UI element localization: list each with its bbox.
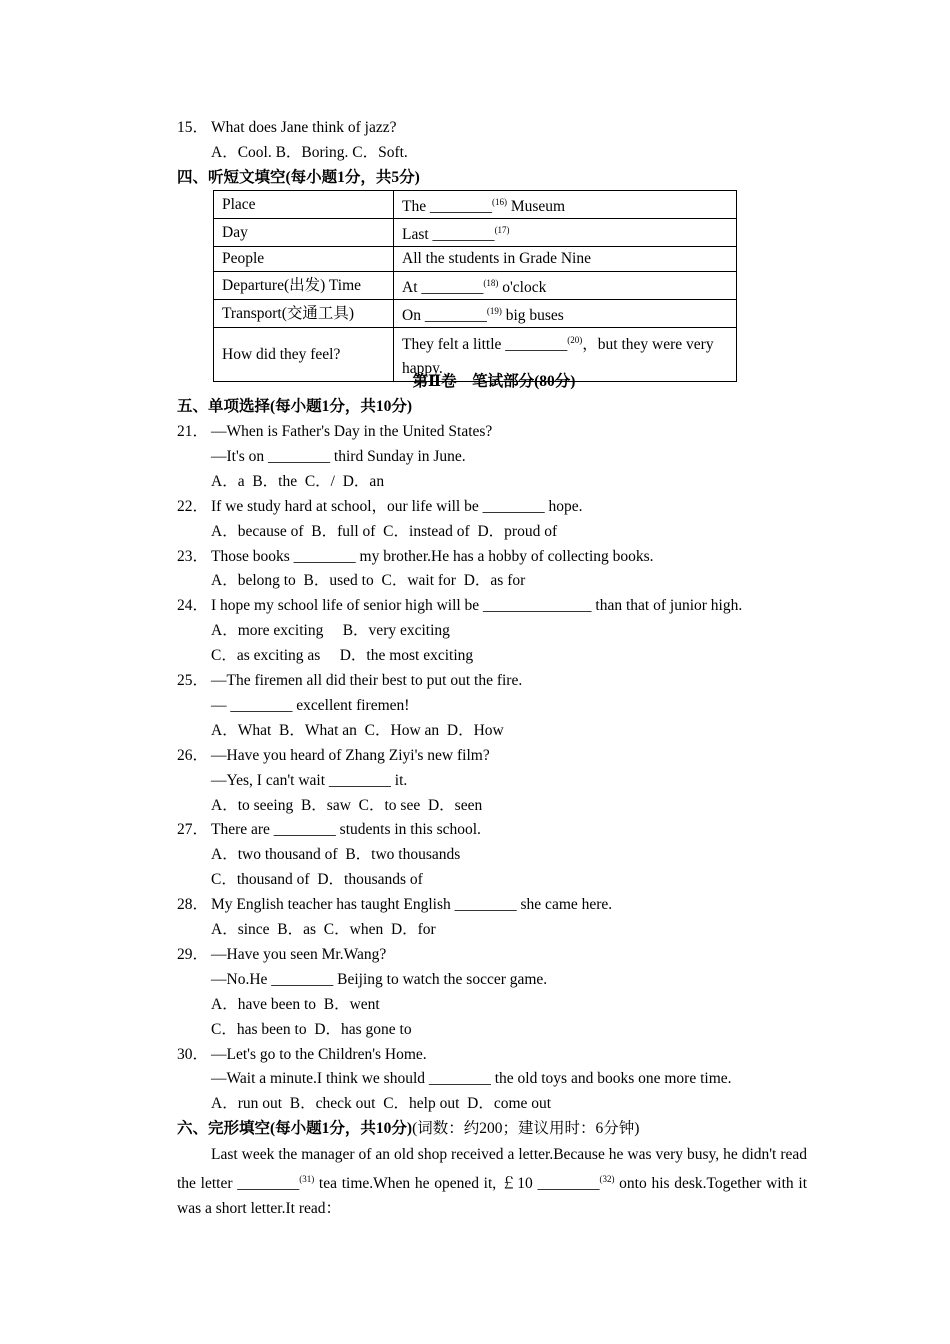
- question-stem: —The firemen all did their best to put out the fire.: [211, 672, 523, 689]
- question-stem: Those books ________ my brother.He has a hobby of collecting books.: [211, 548, 654, 565]
- table-cell-value: [394, 191, 737, 219]
- passage-text: onto his desk.Together with it was a short letter.It read：: [177, 1175, 807, 1217]
- table-cell-value: [394, 247, 737, 272]
- question-stem: —Have you seen Mr.Wang?: [211, 946, 387, 963]
- cell-text: Last ________: [402, 226, 495, 243]
- question-line: A．since B．as C．when D．for: [211, 921, 436, 938]
- table-cell-value: [394, 272, 737, 300]
- table-row: [214, 247, 737, 272]
- question-line: A．because of B．full of C．instead of D．proud of: [211, 523, 558, 540]
- section-4-heading: 四、听短文填空(每小题1分，共5分): [177, 169, 420, 186]
- table-cell-value: [394, 219, 737, 247]
- question-stem: —Have you heard of Zhang Ziyi's new film?: [211, 747, 490, 764]
- blank-number: (17): [494, 225, 510, 235]
- cell-text: Museum: [506, 198, 566, 215]
- question-line: A．a B．the C．/ D．an: [211, 473, 385, 490]
- table-row: [214, 219, 737, 247]
- table-cell-value: [394, 300, 737, 328]
- question-stem: I hope my school life of senior high will be ______________ than that of junior high.: [211, 597, 743, 614]
- cell-text: big buses: [501, 307, 564, 324]
- blank-number: (20): [567, 335, 583, 345]
- question-stem: —When is Father's Day in the United States?: [211, 423, 493, 440]
- question-15-options: A．Cool. B．Boring. C．Soft.: [211, 144, 408, 161]
- table-cell-label: Day: [214, 219, 394, 247]
- question-stem: My English teacher has taught English ________ she came here.: [211, 896, 613, 913]
- passage-text: Last week the manager of an old shop received a letter.Because he was very busy, he didn't read the letter ________: [177, 1146, 807, 1192]
- cloze-passage: [177, 1142, 807, 1221]
- question-line: A．run out B．check out C．help out D．come out: [211, 1095, 552, 1112]
- question-number: 30．: [177, 1046, 209, 1063]
- question-number: 22．: [177, 498, 209, 515]
- table-row: [214, 191, 737, 219]
- question-number: 28．: [177, 896, 209, 913]
- cell-text: They felt a little ________: [402, 336, 568, 353]
- question-number: 25．: [177, 672, 209, 689]
- table-row: [214, 300, 737, 328]
- question-15-stem: What does Jane think of jazz?: [211, 119, 397, 136]
- question-stem: —Let's go to the Children's Home.: [211, 1046, 427, 1063]
- section-6-note: (词数：约200；建议用时：6分钟): [412, 1120, 640, 1137]
- question-line: —Yes, I can't wait ________ it.: [211, 772, 408, 789]
- question-line: A．to seeing B．saw C．to see D．seen: [211, 797, 483, 814]
- section-5-heading: 五、单项选择(每小题1分，共10分): [177, 398, 413, 415]
- table-cell-label: Place: [214, 191, 394, 219]
- cell-text: All the students in Grade Nine: [402, 250, 591, 267]
- question-line: A．What B．What an C．How an D．How: [211, 722, 504, 739]
- table-cell-label: People: [214, 247, 394, 272]
- question-number: 23．: [177, 548, 209, 565]
- blank-number: (18): [483, 278, 499, 288]
- table-row: [214, 272, 737, 300]
- blank-number: (16): [491, 197, 507, 207]
- section-6-title: 六、完形填空(每小题1分，共10分): [177, 1120, 413, 1137]
- question-number: 29．: [177, 946, 209, 963]
- question-line: — ________ excellent firemen!: [211, 697, 410, 714]
- cell-text: On ________: [402, 307, 487, 324]
- section-6-heading: [177, 1119, 639, 1139]
- part-2-title: 第Ⅱ卷 笔试部分(80分): [412, 373, 576, 390]
- question-line: A．more exciting B．very exciting: [211, 622, 450, 639]
- question-line: C．as exciting as D．the most exciting: [211, 647, 474, 664]
- question-number: 27．: [177, 821, 209, 838]
- cell-text: At ________: [402, 279, 484, 296]
- question-line: —It's on ________ third Sunday in June.: [211, 448, 466, 465]
- table-cell-label: How did they feel?: [214, 328, 394, 382]
- question-number: 24．: [177, 597, 209, 614]
- listening-fill-table: [213, 190, 737, 382]
- question-line: —No.He ________ Beijing to watch the soccer game.: [211, 971, 548, 988]
- table-cell-label: Departure(出发) Time: [214, 272, 394, 300]
- question-line: C．has been to D．has gone to: [211, 1021, 412, 1038]
- question-number: 26．: [177, 747, 209, 764]
- cell-text: The ________: [402, 198, 492, 215]
- passage-text: tea time.When he opened it, ￡10 ________: [314, 1175, 600, 1192]
- question-line: A．have been to B．went: [211, 996, 380, 1013]
- cell-text: ，but they were very happy.: [402, 336, 714, 377]
- table-cell-label: Transport(交通工具): [214, 300, 394, 328]
- blank-number: (19): [486, 306, 502, 316]
- blank-number: (32): [599, 1174, 615, 1184]
- cell-text: o'clock: [498, 279, 547, 296]
- question-line: C．thousand of D．thousands of: [211, 871, 423, 888]
- question-line: —Wait a minute.I think we should ________ the old toys and books one more time.: [211, 1070, 732, 1087]
- blank-number: (31): [299, 1174, 315, 1184]
- question-number-15: 15．: [177, 119, 209, 136]
- question-line: A．belong to B．used to C．wait for D．as for: [211, 572, 526, 589]
- question-line: A．two thousand of B．two thousands: [211, 846, 461, 863]
- question-stem: There are ________ students in this school.: [211, 821, 481, 838]
- question-stem: If we study hard at school，our life will be ________ hope.: [211, 498, 583, 515]
- question-number: 21．: [177, 423, 209, 440]
